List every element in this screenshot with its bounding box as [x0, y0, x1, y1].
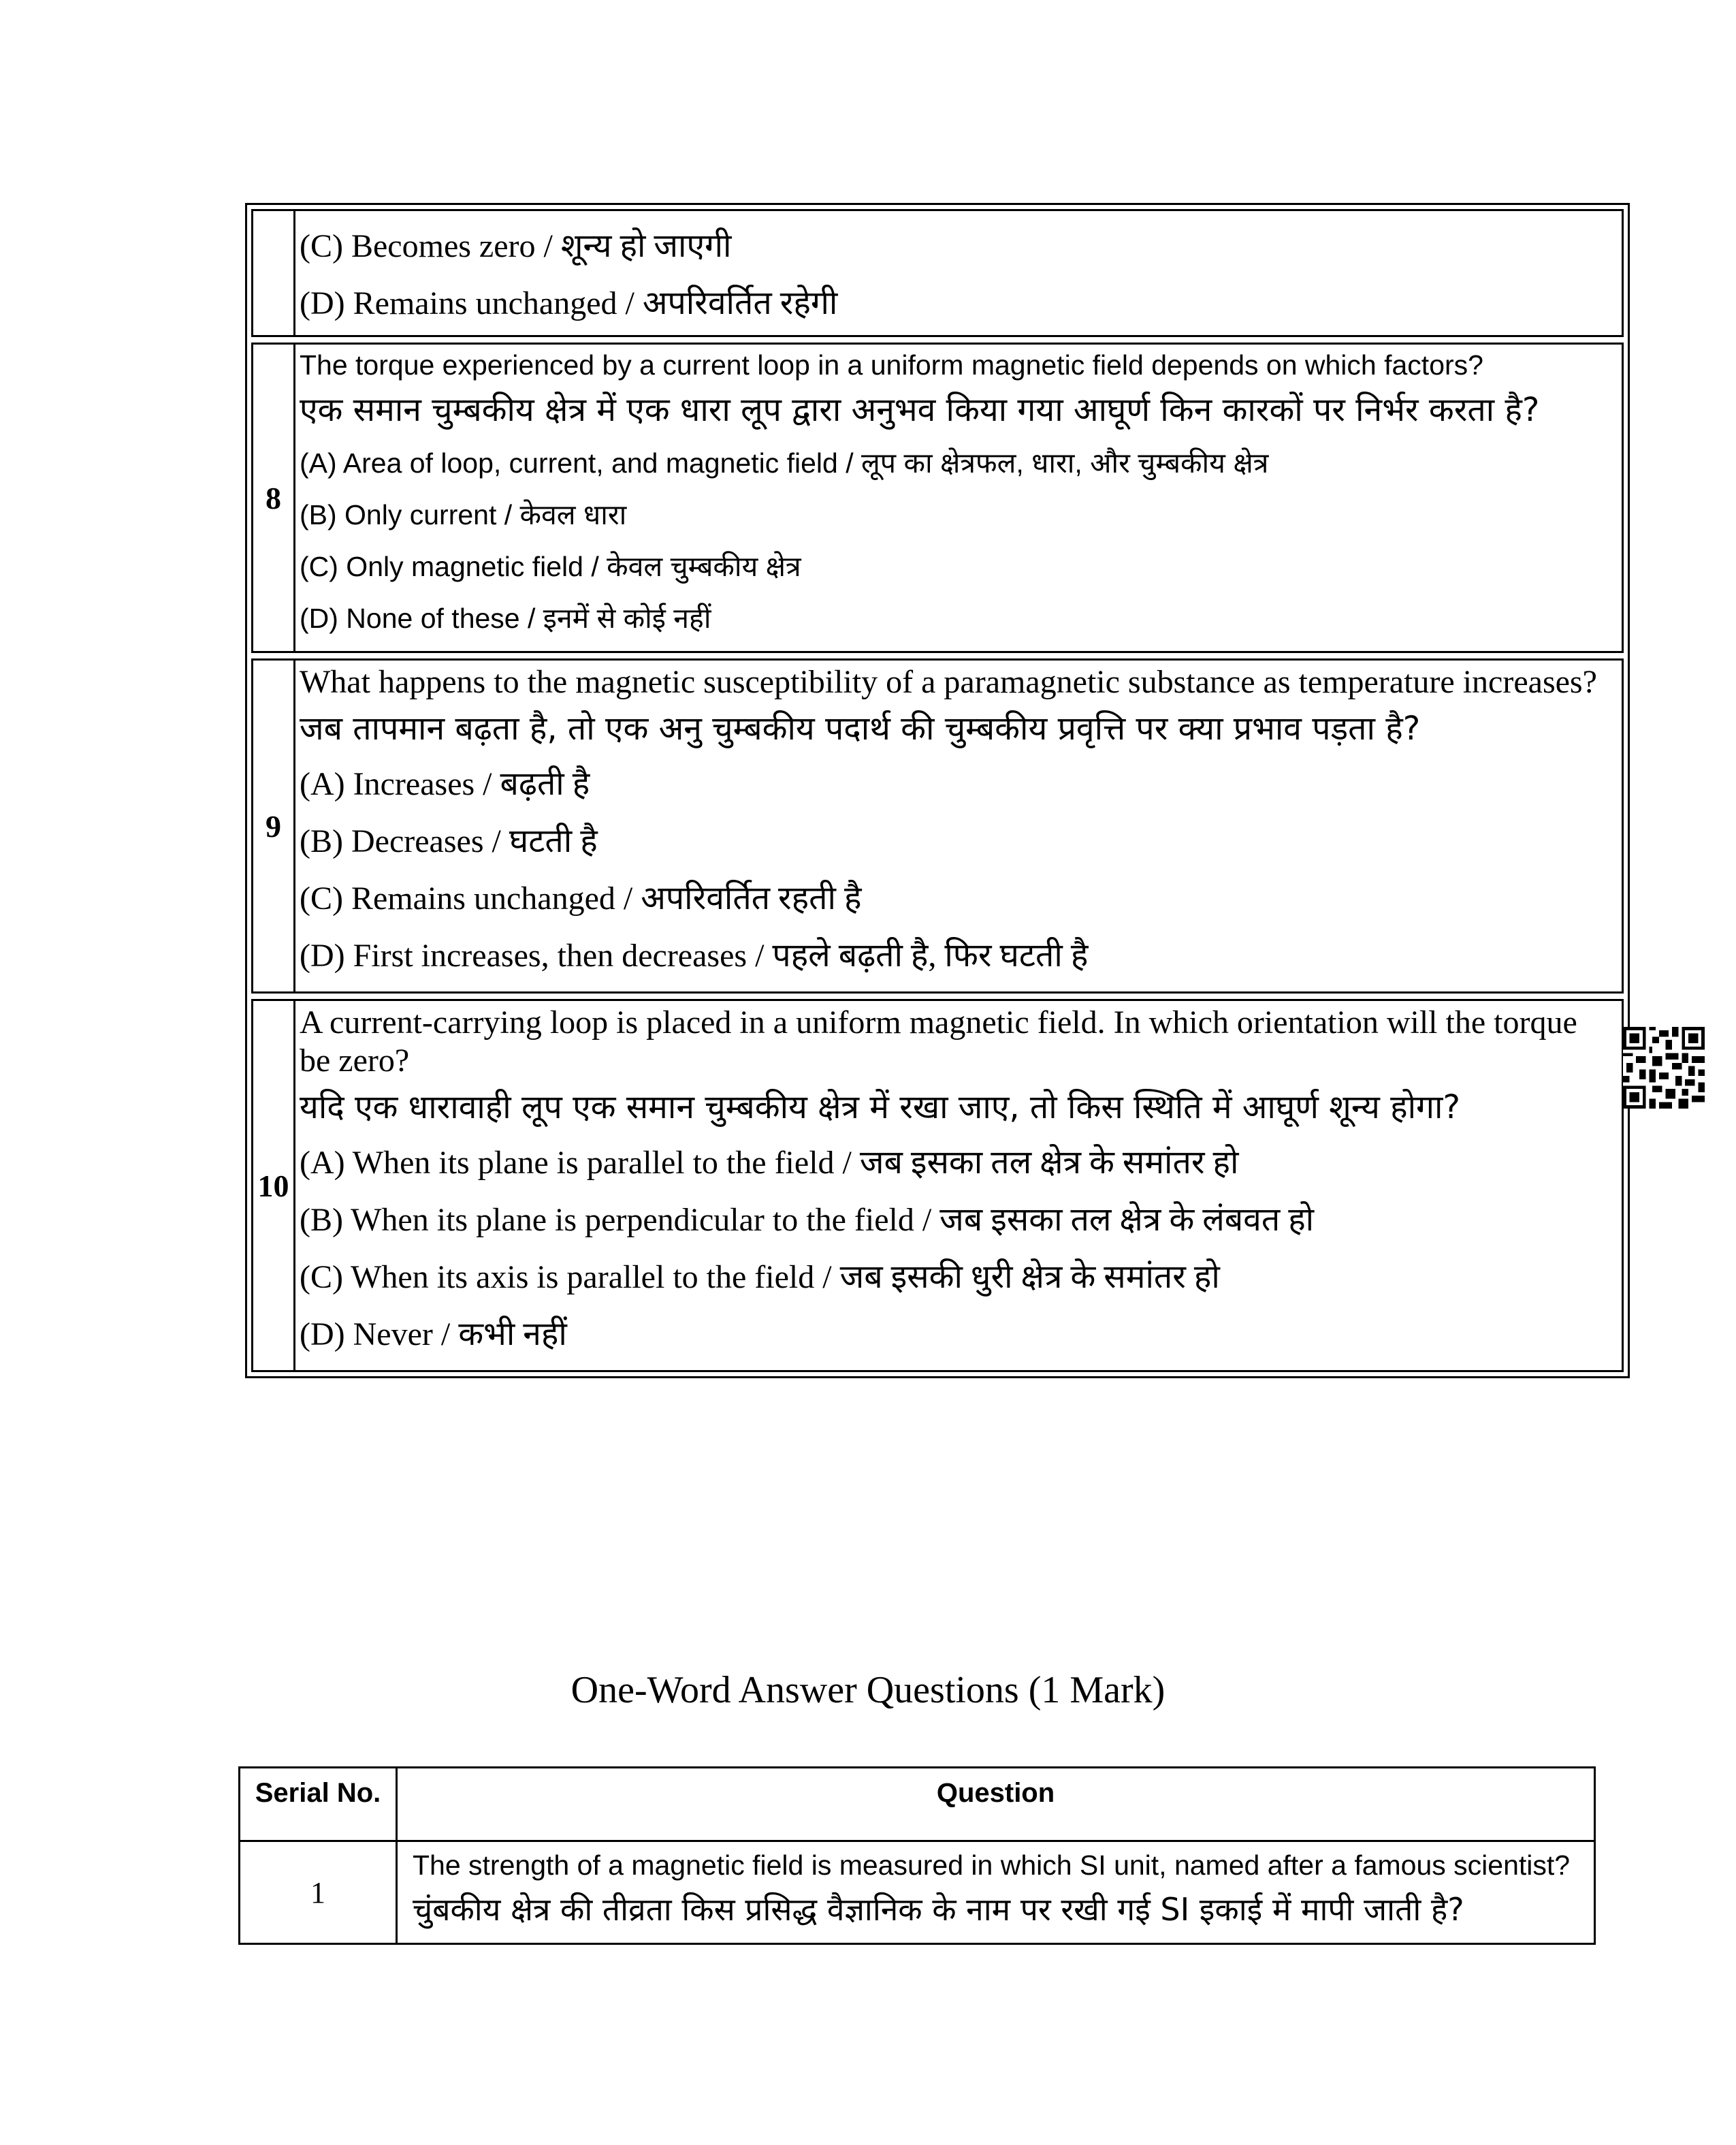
question-cell — [397, 1841, 1595, 1944]
option-a: (A) Area of loop, current, and magnetic field / लूप का क्षेत्रफल, धारा, और चुम्बकीय क्षेत्र — [300, 447, 1269, 479]
table-row — [240, 1841, 1595, 1944]
section-title: One-Word Answer Questions (1 Mark) — [570, 1669, 1166, 1711]
option-d: (D) First increases, then decreases / पहले बढ़ती है, फिर घटती है — [300, 938, 1089, 974]
serial-header: Serial No. — [240, 1768, 397, 1841]
question-text-en: A current-carrying loop is placed in a uniform magnetic field. In which orientation will the torque be zero? — [300, 1004, 1577, 1079]
option-d: (D) Never / कभी नहीं — [300, 1316, 567, 1352]
mcq-table — [245, 203, 1630, 1378]
option-b: (B) When its plane is perpendicular to the field / जब इसका तल क्षेत्र के लंबवत हो — [300, 1202, 1315, 1238]
option-c: (C) Only magnetic field / केवल चुम्बकीय क्षेत्र — [300, 551, 801, 582]
serial-cell: 1 — [240, 1841, 397, 1944]
question-text-en: The torque experienced by a current loop in a uniform magnetic field depends on which factors? — [300, 349, 1483, 381]
one-word-table — [238, 1766, 1596, 1945]
question-text-hi: चुंबकीय क्षेत्र की तीव्रता किस प्रसिद्ध वैज्ञानिक के नाम पर रखी गई SI इकाई में मापी जाती है? — [413, 1891, 1464, 1928]
question-row-7-continued — [251, 209, 1624, 337]
question-text-hi: जब तापमान बढ़ता है, तो एक अनु चुम्बकीय पदार्थ की चुम्बकीय प्रवृत्ति पर क्या प्रभाव पड़ता है? — [300, 710, 1421, 748]
option-d: (D) None of these / इनमें से कोई नहीं — [300, 603, 711, 634]
question-number: 10 — [253, 1001, 295, 1370]
option-c: (C) Becomes zero / शून्य हो जाएगी — [300, 228, 732, 264]
question-header: Question — [397, 1768, 1595, 1841]
table-header-row — [240, 1768, 1595, 1841]
question-text-en: The strength of a magnetic field is measured in which SI unit, named after a famous scientist? — [413, 1849, 1571, 1881]
option-a: (A) Increases / बढ़ती है — [300, 766, 590, 802]
question-row-8 — [251, 343, 1624, 653]
option-c: (C) When its axis is parallel to the field / जब इसकी धुरी क्षेत्र के समांतर हो — [300, 1259, 1220, 1295]
question-text-en: What happens to the magnetic susceptibility of a paramagnetic substance as temperature increases? — [300, 664, 1597, 700]
question-row-9 — [251, 658, 1624, 994]
option-a: (A) When its plane is parallel to the field / जब इसका तल क्षेत्र के समांतर हो — [300, 1145, 1239, 1181]
option-c: (C) Remains unchanged / अपरिवर्तित रहती है — [300, 880, 862, 917]
qr-code-icon — [1623, 1027, 1705, 1109]
question-number — [253, 211, 295, 335]
option-d: (D) Remains unchanged / अपरिवर्तित रहेगी — [300, 285, 838, 321]
option-b: (B) Only current / केवल धारा — [300, 499, 627, 530]
option-b: (B) Decreases / घटती है — [300, 823, 598, 859]
question-number: 8 — [253, 345, 295, 651]
question-row-10 — [251, 999, 1624, 1372]
question-number: 9 — [253, 661, 295, 991]
question-text-hi: यदि एक धारावाही लूप एक समान चुम्बकीय क्षेत्र में रखा जाए, तो किस स्थिति में आघूर्ण शून्य होगा? — [300, 1088, 1460, 1126]
question-text-hi: एक समान चुम्बकीय क्षेत्र में एक धारा लूप द्वारा अनुभव किया गया आघूर्ण किन कारकों पर निर्भर करता है? — [300, 391, 1540, 429]
